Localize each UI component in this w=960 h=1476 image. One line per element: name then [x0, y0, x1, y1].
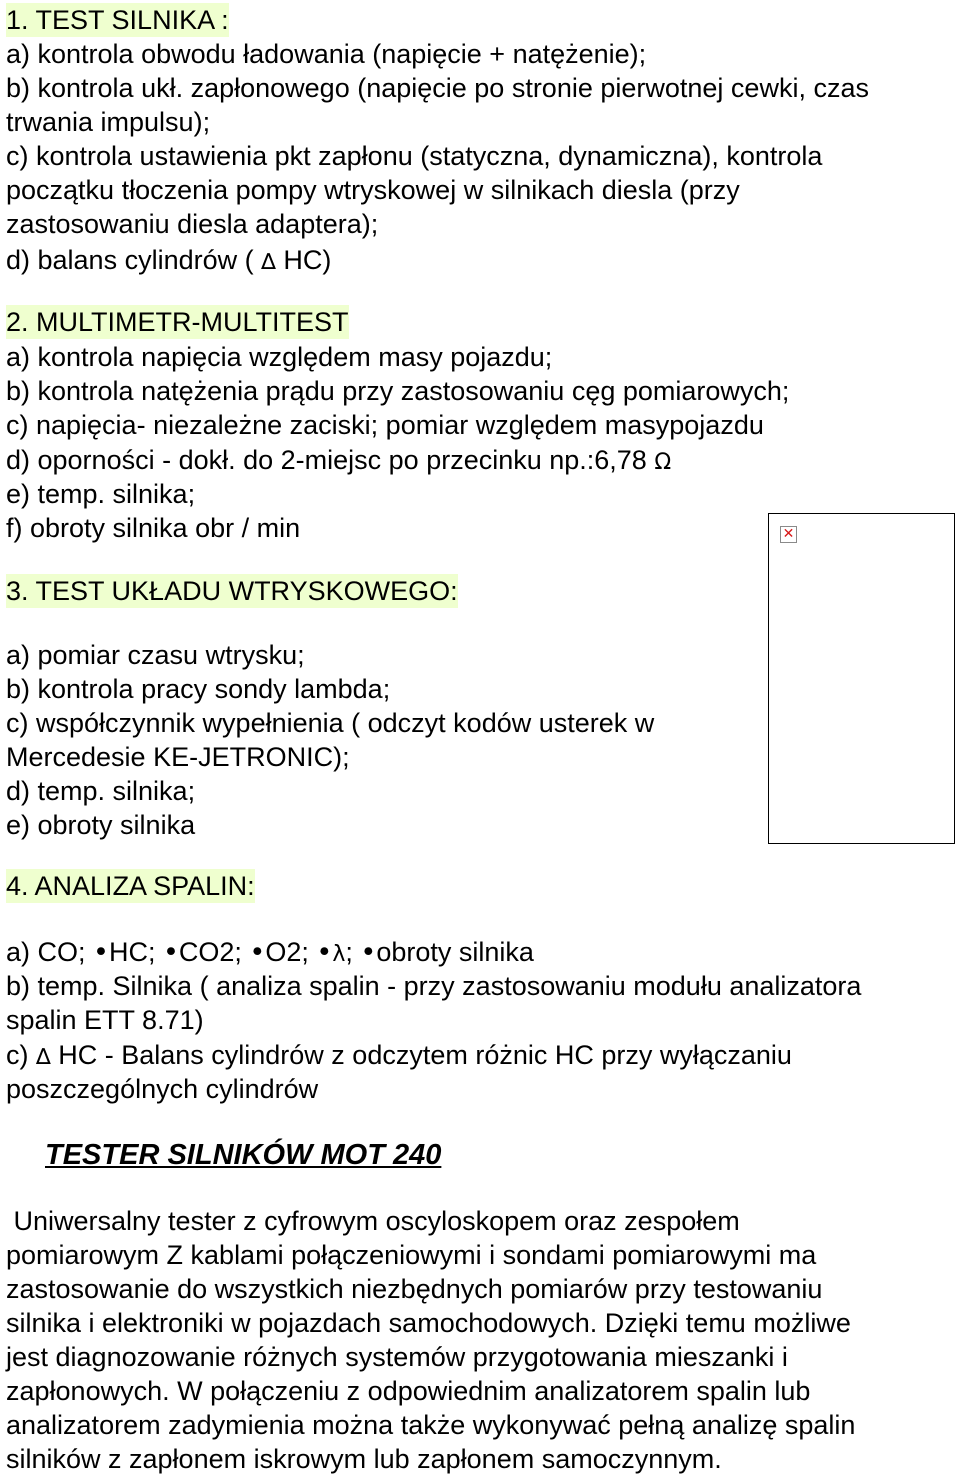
bullet-icon: •	[162, 937, 179, 968]
section1-heading: 1. TEST SILNIKA :	[6, 5, 229, 35]
section2-line-d: d) oporności - dokł. do 2-miejsc po przecinku np.:6,78 Ω	[6, 445, 672, 475]
section2-line-a: a) kontrola napięcia względem masy pojazdu;	[6, 342, 553, 372]
section1-line-c2: początku tłoczenia pompy wtryskowej w silnikach diesla (przy	[6, 175, 740, 205]
section3-line-b: b) kontrola pracy sondy lambda;	[6, 674, 391, 704]
section4-line-b2: spalin ETT 8.71)	[6, 1005, 204, 1035]
delta-symbol: ∆	[36, 1045, 51, 1070]
section4-line-c: c) ∆ HC - Balans cylindrów z odczytem różnic HC przy wyłączaniu	[6, 1040, 792, 1070]
section3-line-e: e) obroty silnika	[6, 810, 196, 840]
tester-paragraph-line: silnika i elektroniki w pojazdach samochodowych. Dzięki temu możliwe	[6, 1308, 851, 1338]
d-suffix: HC)	[275, 245, 332, 275]
section4-heading: 4. ANALIZA SPALIN:	[6, 871, 255, 901]
section3-heading: 3. TEST UKŁADU WTRYSKOWEGO:	[6, 576, 458, 606]
tester-paragraph-line: silników z zapłonem iskrowym lub zapłonem samoczynnym.	[6, 1444, 722, 1474]
omega-symbol: Ω	[654, 450, 672, 475]
section4-line-b: b) temp. Silnika ( analiza spalin - przy zastosowaniu modułu analizatora	[6, 971, 862, 1001]
bullet-icon: •	[316, 937, 333, 968]
bullet-icon: •	[249, 937, 266, 968]
tester-paragraph-line: pomiarowym Z kablami połączeniowymi i sondami pomiarowymi ma	[6, 1240, 817, 1270]
section2-line-e: e) temp. silnika;	[6, 479, 196, 509]
tester-paragraph-line: zastosowanie do wszystkich niezbędnych pomiarów przy testowaniu	[6, 1274, 823, 1304]
section1-line-c3: zastosowaniu diesla adaptera);	[6, 209, 379, 239]
tester-paragraph-line: jest diagnozowanie różnych systemów przygotowania mieszanki i	[6, 1342, 788, 1372]
section3-line-c2: Mercedesie KE-JETRONIC);	[6, 742, 350, 772]
section1-line-c: c) kontrola ustawienia pkt zapłonu (statyczna, dynamiczna), kontrola	[6, 141, 823, 171]
tester-title: TESTER SILNIKÓW MOT 240	[45, 1139, 442, 1171]
section1-line-d	[6, 243, 331, 277]
tester-paragraph-line: zapłonowych. W połączeniu z odpowiednim analizatorem spalin lub	[6, 1376, 811, 1406]
delta-symbol: ∆	[261, 250, 276, 275]
section1-line-b: b) kontrola ukł. zapłonowego (napięcie po stronie pierwotnej cewki, czas	[6, 73, 869, 103]
tester-paragraph-line: Uniwersalny tester z cyfrowym oscyloskopem oraz zespołem	[6, 1206, 740, 1236]
section4-line-a: a) CO; •HC; •CO2; •O2; •λ; •obroty silnika	[6, 937, 534, 968]
bullet-icon: •	[93, 937, 109, 968]
tester-paragraph-line: analizatorem zadymienia można także wykonywać pełną analizę spalin	[6, 1410, 856, 1440]
bullet-icon: •	[360, 937, 377, 968]
image-placeholder	[768, 513, 955, 844]
section2-line-f: f) obroty silnika obr / min	[6, 513, 301, 543]
lambda-symbol: λ	[332, 942, 346, 967]
section1-line-b2: trwania impulsu);	[6, 107, 211, 137]
section3-line-d: d) temp. silnika;	[6, 776, 196, 806]
section3-line-c: c) współczynnik wypełnienia ( odczyt kodów usterek w	[6, 708, 655, 738]
section2-line-b: b) kontrola natężenia prądu przy zastosowaniu cęg pomiarowych;	[6, 376, 790, 406]
section4-line-c2: poszczególnych cylindrów	[6, 1074, 319, 1104]
d-prefix: d) balans cylindrów (	[6, 245, 262, 275]
section1-line-a: a) kontrola obwodu ładowania (napięcie + natężenie);	[6, 39, 647, 69]
section2-heading: 2. MULTIMETR-MULTITEST	[6, 307, 349, 337]
section3-line-a: a) pomiar czasu wtrysku;	[6, 640, 305, 670]
broken-image-icon: ✕	[780, 526, 797, 543]
section2-line-c: c) napięcia- niezależne zaciski; pomiar względem masypojazdu	[6, 410, 764, 440]
